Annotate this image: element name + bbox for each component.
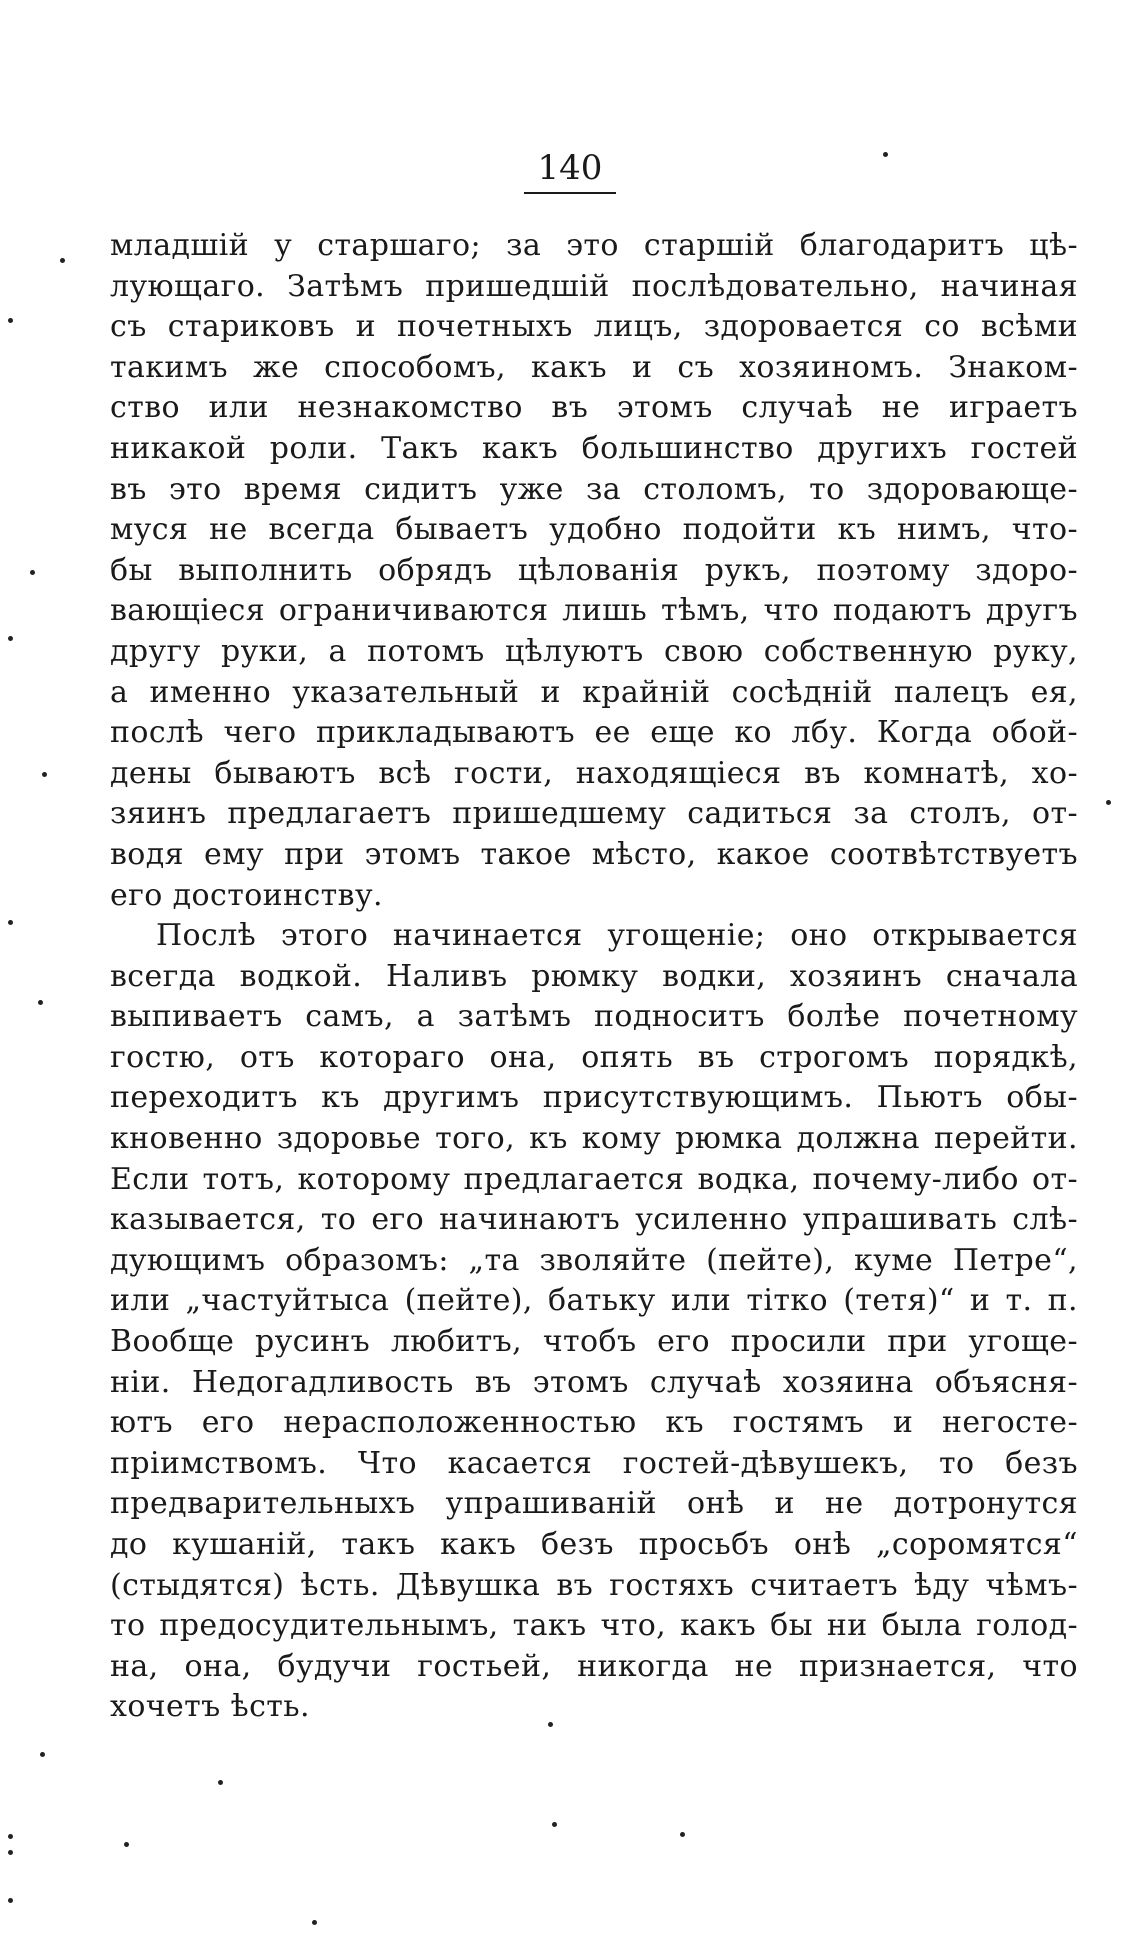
text-line: такимъ же способомъ, какъ и съ хозяиномъ. Знаком- [110, 349, 1078, 385]
scan-speck [1106, 800, 1111, 805]
text-line: или „частуйтыса (пейте), батьку или тітко (тетя)“ и т. п. [110, 1283, 1078, 1319]
text-line: въ это время сидитъ уже за столомъ, то здоровающе- [110, 471, 1078, 507]
paragraph-2 [110, 916, 1078, 1728]
text-line: выпиваетъ самъ, а затѣмъ подноситъ болѣе почетному [110, 999, 1078, 1035]
scan-speck [60, 258, 65, 263]
scan-speck [124, 1842, 129, 1847]
text-line: муся не всегда бываетъ удобно подойти къ нимъ, что- [110, 512, 1078, 548]
text-line: (стыдятся) ѣсть. Дѣвушка въ гостяхъ считаетъ ѣду чѣмъ- [110, 1567, 1078, 1603]
scan-speck [8, 1898, 13, 1903]
text-line: Послѣ этого начинается угощеніе; оно открывается [156, 918, 1078, 954]
text-line: пріимствомъ. Что касается гостей-дѣвушекъ, то безъ [110, 1445, 1078, 1481]
scan-speck [218, 1780, 223, 1785]
text-line: ство или незнакомство въ этомъ случаѣ не играетъ [110, 390, 1078, 426]
text-line: никакой роли. Такъ какъ большинство другихъ гостей [110, 430, 1078, 466]
scan-speck [30, 570, 35, 575]
scan-speck [42, 772, 47, 777]
text-line: вающіеся ограничиваются лишь тѣмъ, что подаютъ другъ [110, 593, 1078, 629]
scan-speck [8, 1850, 13, 1855]
text-line: бы выполнить обрядъ цѣлованія рукъ, поэтому здоро- [110, 552, 1078, 588]
text-line: дены бываютъ всѣ гости, находящіеся въ комнатѣ, хо- [110, 755, 1078, 791]
scan-speck [680, 1832, 685, 1837]
text-line: другу руки, а потомъ цѣлуютъ свою собственную руку, [110, 633, 1078, 669]
page-number [0, 148, 1140, 194]
text-line: до кушаній, такъ какъ безъ просьбъ онѣ „соромятся“ [110, 1527, 1078, 1562]
text-line: лующаго. Затѣмъ пришедшій послѣдовательно, начиная [110, 268, 1078, 304]
text-line: зяинъ предлагаетъ пришедшему садиться за столъ, от- [110, 796, 1078, 832]
text-line: ютъ его нерасположенностью къ гостямъ и негосте- [110, 1405, 1078, 1441]
text-line: кновенно здоровье того, къ кому рюмка должна перейти. [110, 1121, 1078, 1157]
scan-speck [8, 318, 13, 323]
scan-speck [38, 1000, 43, 1005]
page-text [110, 226, 1078, 1728]
text-line: а именно указательный и крайній сосѣдній палецъ ея, [110, 674, 1078, 710]
scan-speck [883, 152, 888, 157]
text-line: младшій у старшаго; за это старшій благодаритъ цѣ- [110, 228, 1078, 263]
text-line: послѣ чего прикладываютъ ее еще ко лбу. Когда обой- [110, 715, 1078, 751]
text-line: водя ему при этомъ такое мѣсто, какое соотвѣтствуетъ [110, 836, 1078, 872]
scan-speck [312, 1920, 317, 1925]
scan-speck [8, 636, 13, 641]
text-line: на, она, будучи гостьей, никогда не признается, что [110, 1648, 1078, 1684]
text-line: съ стариковъ и почетныхъ лицъ, здоровается со всѣми [110, 309, 1078, 345]
text-line: Если тотъ, которому предлагается водка, почему-либо от- [110, 1161, 1078, 1197]
paragraph-1 [110, 226, 1078, 916]
scan-speck [552, 1822, 557, 1827]
text-line: дующимъ образомъ: „та зволяйте (пейте), куме Петре“, [110, 1242, 1078, 1278]
text-line: то предосудительнымъ, такъ что, какъ бы ни была голод- [110, 1608, 1078, 1644]
page-number-text: 140 [524, 148, 617, 194]
text-line: его достоинству. [110, 877, 383, 913]
scan-speck [8, 1834, 13, 1839]
text-line: казывается, то его начинаютъ усиленно упрашивать слѣ- [110, 1202, 1078, 1238]
text-line: ніи. Недогадливость въ этомъ случаѣ хозяина объясня- [110, 1364, 1078, 1400]
text-line: предварительныхъ упрашиваній онѣ и не дотронутся [110, 1486, 1078, 1522]
text-line: хочетъ ѣсть. [110, 1689, 310, 1725]
scan-speck [40, 1752, 45, 1757]
text-line: Вообще русинъ любитъ, чтобъ его просили при угоще- [110, 1324, 1078, 1360]
scan-speck [8, 920, 13, 925]
text-line: всегда водкой. Наливъ рюмку водки, хозяинъ сначала [110, 958, 1078, 994]
text-line: переходитъ къ другимъ присутствующимъ. Пьютъ обы- [110, 1080, 1078, 1116]
text-line: гостю, отъ котораго она, опять въ строгомъ порядкѣ, [110, 1039, 1078, 1075]
scan-speck [548, 1722, 553, 1727]
